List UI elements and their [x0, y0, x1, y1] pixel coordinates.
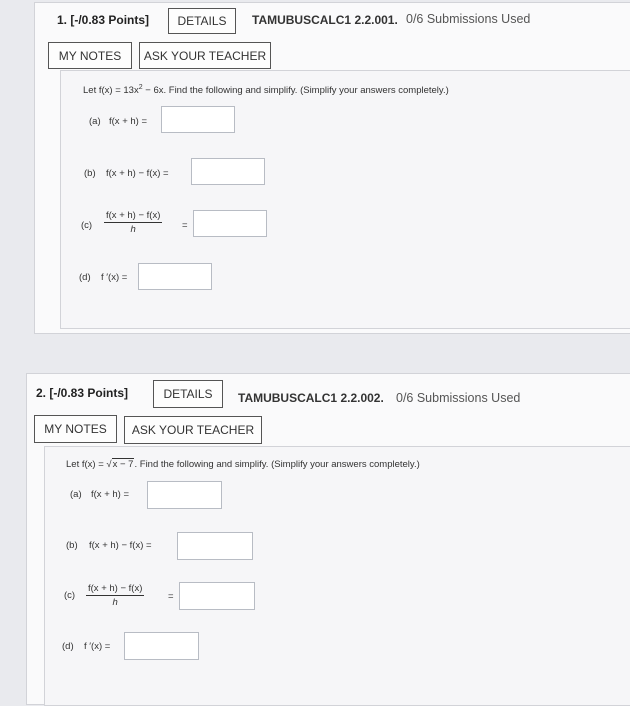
question-2-part-b-label: (b) [66, 540, 78, 551]
question-2-part-c-answer-input[interactable] [179, 582, 255, 610]
question-1-part-c-answer-input[interactable] [193, 210, 267, 237]
question-2-part-d-answer-input[interactable] [124, 632, 199, 660]
question-1-part-a-label: (a) [89, 116, 101, 127]
question-1-my-notes-button[interactable]: MY NOTES [48, 42, 132, 69]
question-1-part-d-label: (d) [79, 272, 91, 283]
question-1-code: TAMUBUSCALC1 2.2.001. [252, 13, 398, 27]
question-1-details-button[interactable]: DETAILS [168, 8, 236, 34]
question-1-part-c-label: (c) [81, 220, 93, 231]
question-1-part-c-numerator: f(x + h) − f(x) [106, 210, 161, 221]
question-2-part-a-label: (a) [70, 489, 82, 500]
question-2-body [44, 446, 630, 706]
question-2-part-c-numerator: f(x + h) − f(x) [88, 583, 143, 594]
sqrt-symbol: √x − 7 [106, 459, 134, 470]
question-2-my-notes-button[interactable]: MY NOTES [34, 415, 117, 443]
question-2-points: 2. [-/0.83 Points] [36, 386, 129, 400]
question-2-code: TAMUBUSCALC1 2.2.002. [238, 391, 384, 405]
question-2-details-button[interactable]: DETAILS [153, 380, 223, 408]
question-2-part-d-expression: f ′(x) = [84, 641, 111, 652]
question-1-part-c-denominator: h [130, 224, 136, 235]
question-1-part-a-answer-input[interactable] [161, 106, 235, 133]
question-1-body [60, 70, 630, 329]
question-1-part-b-label: (b) [84, 168, 96, 179]
question-2-part-c-denominator: h [112, 597, 118, 608]
question-1-part-d-answer-input[interactable] [138, 263, 212, 290]
question-2-ask-teacher-button[interactable]: ASK YOUR TEACHER [124, 416, 262, 444]
question-1-part-b-expression: f(x + h) − f(x) = [106, 168, 169, 179]
question-2-part-a-answer-input[interactable] [147, 481, 222, 509]
question-2-part-d-label: (d) [62, 641, 74, 652]
question-1-ask-teacher-button[interactable]: ASK YOUR TEACHER [139, 42, 271, 69]
question-1-part-a-expression: f(x + h) = [109, 116, 148, 127]
question-2-part-c-label: (c) [64, 590, 76, 601]
question-1-part-b-answer-input[interactable] [191, 158, 265, 185]
question-1-part-c-fraction [104, 210, 162, 235]
question-1-statement: Let $f(x) = 13x^2 - 6x$. Find the following and simplify. (Simplify your answers completely.) [83, 84, 449, 97]
question-1-submissions: 0/6 Submissions Used [406, 12, 531, 26]
question-2-part-c-fraction [86, 583, 144, 608]
question-2-statement: Let f(x) = √x − 7. Find the following and simplify. (Simplify your answers completely.) [66, 459, 420, 470]
question-2-part-b-answer-input[interactable] [177, 532, 253, 560]
question-1-points: 1. [-/0.83 Points] [57, 13, 150, 27]
question-2-part-c-equals: = [168, 591, 174, 602]
question-1-part-d-expression: f ′(x) = [101, 272, 128, 283]
question-2-part-b-expression: f(x + h) − f(x) = [89, 540, 152, 551]
question-2-submissions: 0/6 Submissions Used [396, 391, 521, 405]
question-2-part-a-expression: f(x + h) = [91, 489, 130, 500]
question-1-part-c-equals: = [182, 220, 188, 231]
